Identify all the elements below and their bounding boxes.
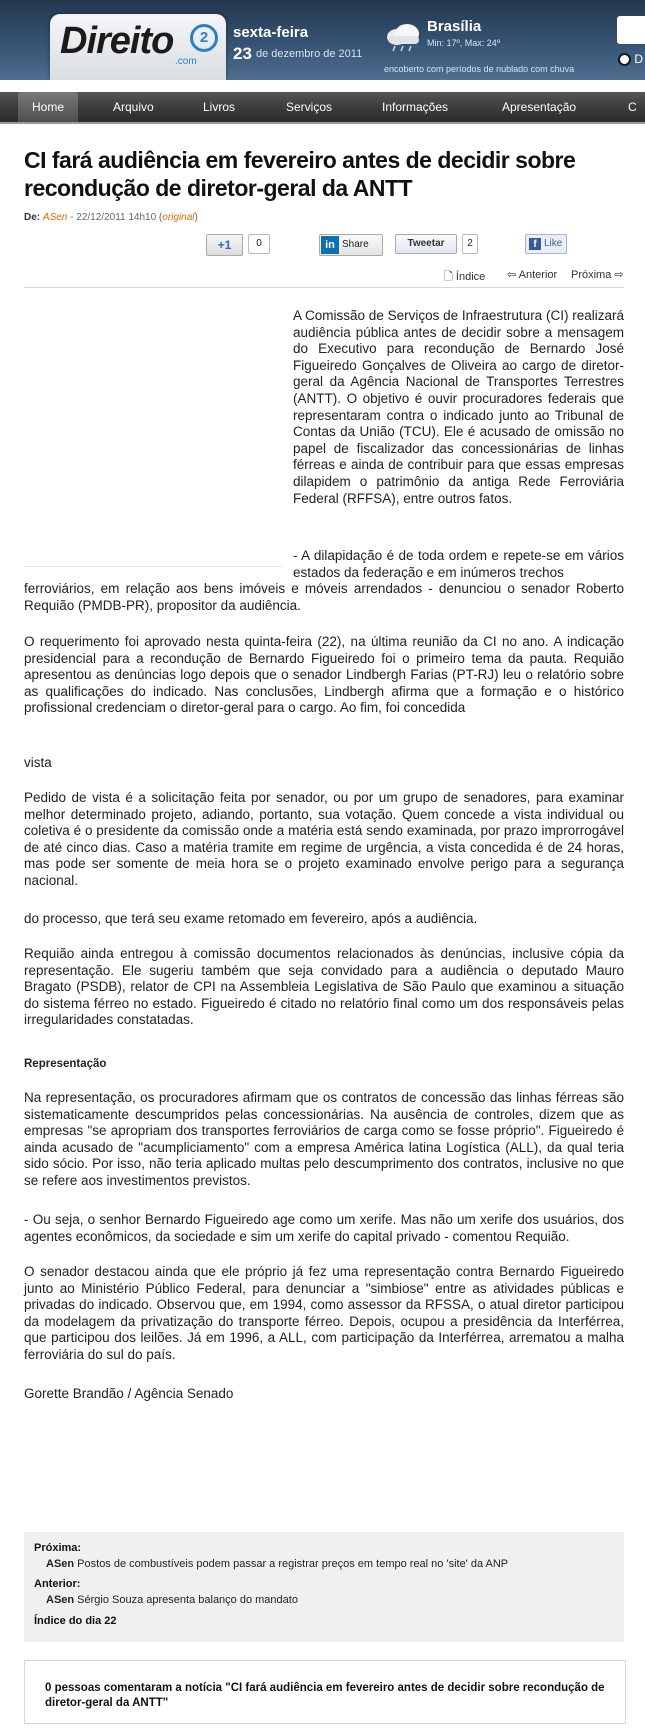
- main-nav: [0, 92, 645, 124]
- byline-original-link[interactable]: original: [162, 212, 195, 223]
- article-title: CI fará audiência em fevereiro antes de decidir sobre recondução de diretor-geral da ANTT: [24, 147, 576, 201]
- next-source: ASen: [46, 1558, 75, 1570]
- nav-item-informacoes[interactable]: Informações: [382, 100, 449, 114]
- article-paragraph: - Ou seja, o senhor Bernardo Figueiredo age como um xerife. Mas não um xerife dos usuários, dos agentes econômicos, da sociedade e sim um xerife do capital privado - comentou Requião.: [24, 1212, 624, 1244]
- divider: [24, 287, 624, 288]
- day-index-link[interactable]: Índice do dia 22: [34, 1615, 117, 1627]
- article-paragraph: vista: [24, 755, 52, 770]
- next-title: Postos de combustíveis podem passar a registrar preços em tempo real no 'site' da ANP: [74, 1558, 509, 1570]
- next-label: Próxima: [571, 269, 612, 281]
- weather-description: encoberto com períodos de nublado com chuva: [384, 64, 575, 74]
- next-article-link[interactable]: [46, 1558, 508, 1570]
- index-label: Índice: [455, 271, 486, 283]
- site-header: [0, 0, 645, 80]
- nav-item-servicos[interactable]: Serviços: [286, 100, 333, 114]
- social-share-bar: [0, 230, 645, 260]
- logo-domain: .com: [175, 56, 197, 67]
- tweet-count: 2: [462, 234, 478, 254]
- tweet-button[interactable]: Tweetar: [395, 234, 457, 254]
- ad-placeholder: [24, 296, 282, 567]
- search-input[interactable]: [617, 16, 645, 44]
- radio-label: D: [634, 52, 644, 66]
- date-day: 23: [233, 44, 252, 63]
- comments-box: [24, 1660, 626, 1724]
- related-navigation: [24, 1532, 624, 1642]
- article-paragraph: A Comissão de Serviços de Infraestrutura (CI) realizará audiência pública antes de decidir sobre a mensagem do Executivo para recondução de Bernardo José Figueiredo Gonçalves de Oliveira ao cargo de diretor-geral da Agência Nacional de Transportes Terrestres (ANTT). O objetivo é ouvir procuradores federais que representaram contra o indicado junto ao Tribunal de Contas da União (TCU). Ele é acusado de omissão no papel de fiscalizador das concessionárias de linhas férreas e ainda de contribuir para que essas empresas dilapidem o patrimônio da antiga Rede Ferroviária Federal (RFFSA), entre outros fatos.: [293, 308, 624, 506]
- gplus-button[interactable]: +1: [206, 234, 243, 256]
- previous-title: Sérgio Souza apresenta balanço do mandato: [74, 1594, 298, 1606]
- linkedin-share-button[interactable]: [319, 234, 383, 256]
- nav-item-livros[interactable]: Livros: [203, 100, 236, 114]
- arrow-left-icon: ⇦: [507, 269, 517, 281]
- cloud-rain-icon: [383, 22, 423, 52]
- article-paragraph: ferroviários, em relação aos bens imóveis e móveis arrendados - denunciou o senador Roberto Requião (PMDB-PR), propositor da audiência.: [24, 581, 624, 613]
- article-author: Gorette Brandão / Agência Senado: [24, 1386, 234, 1401]
- section-heading: Representação: [24, 1058, 107, 1070]
- nav-item-home[interactable]: Home: [18, 92, 78, 122]
- facebook-icon: f: [529, 238, 541, 250]
- article-paragraph: Na representação, os procuradores afirmam que os contratos de concessão das linhas férreas são sistematicamente descumpridos pelas concessionárias. Na ausência de controles, dizem que as empresas "se apropriam dos transportes ferroviários de carga como se fosse próprio". Figueiredo é ainda acusado de "acumpliciamento" com a empresa América latina Logística (ALL), da qual teria sido sócio. Por isso, não teria aplicado multas pelo descumprimento dos contratos, inclusive no que se refere aos investimentos previstos.: [24, 1090, 624, 1188]
- byline-author[interactable]: ASen: [42, 212, 68, 223]
- previous-link[interactable]: [507, 268, 557, 281]
- gplus-count: 0: [248, 234, 270, 254]
- logo-superscript: 2: [190, 24, 218, 52]
- byline-date: - 22/12/2011 14h10 (: [67, 212, 163, 223]
- article-paragraph: Requião ainda entregou à comissão documentos relacionados às denúncias, inclusive cópia da representação. Ele sugeriu também que seja convidado para a audiência o deputado Mauro Bragato (PSDB), relator de CPI na Assembleia Legislativa de São Paulo que examinou a situação do sistema férreo no estado. Figueiredo é citado no relatório final como um dos responsáveis pelas irregularidades constatadas.: [24, 946, 624, 1028]
- article-pagination: [0, 265, 645, 285]
- previous-article-link[interactable]: [46, 1594, 298, 1606]
- weather-city: Brasília: [427, 18, 482, 35]
- nav-item-arquivo[interactable]: Arquivo: [113, 100, 154, 114]
- site-logo[interactable]: [50, 14, 226, 80]
- logo-text: Direito: [60, 20, 174, 62]
- facebook-like-button[interactable]: [525, 234, 567, 254]
- date-weekday: sexta-feira: [233, 24, 309, 41]
- byline-label: De:: [24, 212, 41, 223]
- article-paragraph: O requerimento foi aprovado nesta quinta-feira (22), na última reunião da CI no ano. A indicação presidencial para a recondução de Bernardo Figueiredo foi o primeiro tema da pauta. Requião apresentou as denúncias logo depois que o senador Lindbergh Farias (PT-RJ) leu o relatório sobre as qualificações do indicado. Nas conclusões, Lindbergh afirma que a formação e o histórico profissional credenciam o diretor-geral para o cargo. Ao fim, foi concedida: [24, 634, 624, 716]
- previous-source: ASen: [46, 1594, 75, 1606]
- byline-close: ): [194, 212, 198, 223]
- next-heading: Próxima:: [34, 1542, 82, 1554]
- search-radio-option[interactable]: [618, 52, 643, 66]
- weather-temps: Min: 17º, Max: 24º: [427, 38, 501, 48]
- previous-heading: Anterior:: [34, 1578, 81, 1590]
- previous-label: Anterior: [518, 269, 558, 281]
- nav-item-more[interactable]: C: [628, 100, 637, 114]
- article-paragraph: - A dilapidação é de toda ordem e repete-se em vários estados da federação e em inúmeros trechos: [293, 548, 624, 580]
- comments-count-text: 0 pessoas comentaram a notícia "CI fará audiência em fevereiro antes de decidir sobre recondução de diretor-geral da ANTT": [45, 1682, 605, 1709]
- arrow-right-icon: ⇨: [614, 269, 624, 281]
- article-paragraph: O senador destacou ainda que ele próprio já fez uma representação contra Bernardo Figueiredo junto ao Ministério Público Federal, para denunciar a "simbiose" entre as atividades públicas e privadas do indicado. Observou que, em 1994, como assessor da RFSSA, o atual diretor participou da modelagem da privatização do transporte férreo. Depois, ocupou a presidência da Interférrea, que participou dos leilões. Já em 1996, a ALL, com participação da Interférrea, arrematou a malha ferroviária do sul do país.: [24, 1264, 624, 1362]
- next-link[interactable]: [571, 268, 624, 281]
- nav-item-apresentacao[interactable]: Apresentação: [502, 100, 577, 114]
- linkedin-icon: in: [321, 236, 339, 254]
- article-paragraph: do processo, que terá seu exame retomado em fevereiro, após a audiência.: [24, 911, 478, 926]
- article-byline: [24, 212, 198, 223]
- radio-icon: [618, 53, 631, 66]
- like-label: Like: [544, 238, 563, 249]
- share-label: Share: [342, 239, 369, 250]
- date-month-year: de dezembro de 2011: [256, 48, 363, 60]
- document-icon: 🗋: [444, 271, 453, 283]
- index-link[interactable]: [444, 268, 485, 287]
- article-paragraph: Pedido de vista é a solicitação feita por senador, ou por um grupo de senadores, para examinar melhor determinado projeto, adiando, portanto, sua votação. Quem concede a vista individual ou coletiva é o presidente da comissão onde a matéria está sendo examinada, por prazo improrrogável de até cinco dias. Caso a matéria tramite em regime de urgência, a vista concedida é de 24 horas, mas pode ser somente de meia hora se o projeto examinado envolve perigo para a segurança nacional.: [24, 790, 624, 888]
